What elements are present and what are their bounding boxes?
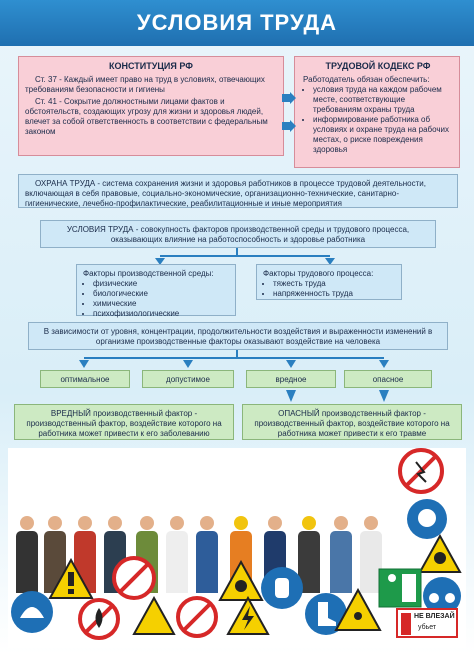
no-fire-sign-icon <box>78 598 120 640</box>
env-factor-item: • биологические <box>93 289 229 299</box>
connector-lines <box>0 350 474 370</box>
connector-lines <box>0 248 474 266</box>
dependence-text: В зависимости от уровня, концентрации, продолжительности воздействия и выраженности изменений в организме производственные факторы оказывают воздействие на человека <box>43 327 433 346</box>
env-factor-item: • физические <box>93 279 229 289</box>
lightning-icon <box>401 613 411 635</box>
dangerous-factor-text: ОПАСНЫЙ производственный фактор - производственный фактор, воздействие которого на работника может привести к его травме <box>254 409 450 438</box>
class-label: оптимальное <box>60 375 110 384</box>
radiation-warning-sign-icon <box>334 588 382 632</box>
labor-code-item: • условия труда на каждом рабочем месте, соответствующие требованиям охраны труда <box>313 85 453 115</box>
process-factor-item: • напряженность труда <box>273 289 395 299</box>
class-box-dangerous <box>344 370 432 388</box>
no-access-sign-icon <box>398 448 444 494</box>
arrow-right-icon <box>282 92 296 104</box>
labor-code-item: • информирование работника об условиях и охране труда на рабочих местах, о риске повреждения здоровья <box>313 115 453 155</box>
no-smoking-sign-icon <box>176 596 218 638</box>
constitution-art37: Ст. 37 - Каждый имеет право на труд в условиях, отвечающих требованиям безопасности и гигиены <box>25 75 265 95</box>
workers-illustration <box>8 448 466 648</box>
page-title: УСЛОВИЯ ТРУДА <box>136 10 338 35</box>
worker-figure <box>16 516 38 593</box>
labor-code-list <box>303 85 453 155</box>
harmful-factor-box <box>14 404 234 440</box>
class-label: вредное <box>275 375 307 384</box>
worker-figure <box>196 516 218 593</box>
gloves-sign-icon <box>260 566 304 610</box>
title-bar <box>0 0 474 46</box>
env-factors-box <box>76 264 236 316</box>
env-factor-item: • химические <box>93 299 229 309</box>
worker-figure <box>330 516 352 593</box>
process-factors-list <box>263 279 395 299</box>
connector-lines <box>0 388 474 404</box>
env-factor-item: • психофизиологические <box>93 309 229 319</box>
env-factors-list <box>83 279 229 319</box>
class-box-optimal <box>40 370 130 388</box>
process-factors-box <box>256 264 402 300</box>
emergency-exit-sign-icon <box>378 568 422 608</box>
constitution-box <box>18 56 284 156</box>
class-label: допустимое <box>166 375 210 384</box>
labor-protection-text: ОХРАНА ТРУДА - система сохранения жизни и здоровья работников в процессе трудовой деятельности, включающая в себя правовые, социально-экономические, организационно-технические, санитарно-гигиенические, лечебно-профилактические, реабилитационные и иные мероприятия <box>25 179 426 208</box>
constitution-heading: КОНСТИТУЦИЯ РФ <box>109 61 193 71</box>
class-label: опасное <box>372 375 404 384</box>
class-box-acceptable <box>142 370 234 388</box>
do-not-climb-sign <box>396 608 458 638</box>
env-factors-heading: Факторы производственной среды: <box>83 269 214 278</box>
process-factor-item: • тяжесть труда <box>273 279 395 289</box>
worker-figure <box>166 516 188 593</box>
dangerous-factor-box <box>242 404 462 440</box>
labor-protection-box <box>18 174 458 208</box>
dependence-box <box>28 322 448 350</box>
slip-warning-sign-icon <box>132 596 176 636</box>
arrow-right-icon <box>282 120 296 132</box>
labor-code-box <box>294 56 460 168</box>
no-entry-sign-icon <box>112 556 156 600</box>
harmful-factor-text: ВРЕДНЫЙ производственный фактор - производственный фактор, воздействие которого на работника может привести к его заболеванию <box>26 409 222 438</box>
warning-triangle-icon <box>48 558 94 600</box>
labor-code-heading: ТРУДОВОЙ КОДЕКС РФ <box>325 61 431 71</box>
constitution-art41: Ст. 41 - Сокрытие должностными лицами фактов и обстоятельств, создающих угрозу для жизни и здоровья людей, влечет за собой ответственность в соответствии с федеральным законом <box>25 97 268 137</box>
process-factors-heading: Факторы трудового процесса: <box>263 269 374 278</box>
working-conditions-text: УСЛОВИЯ ТРУДА - совокупность факторов производственной среды и трудового процесса, оказывающих влияние на работоспособность и здоровье работника <box>66 225 410 244</box>
sign-text-line2: убьет <box>418 624 437 631</box>
sign-text-line1: НЕ ВЛЕЗАЙ <box>414 613 455 620</box>
labor-code-intro: Работодатель обязан обеспечить: <box>303 75 430 85</box>
class-box-harmful <box>246 370 336 388</box>
working-conditions-box <box>40 220 436 248</box>
toxic-warning-sign-icon <box>418 534 462 574</box>
